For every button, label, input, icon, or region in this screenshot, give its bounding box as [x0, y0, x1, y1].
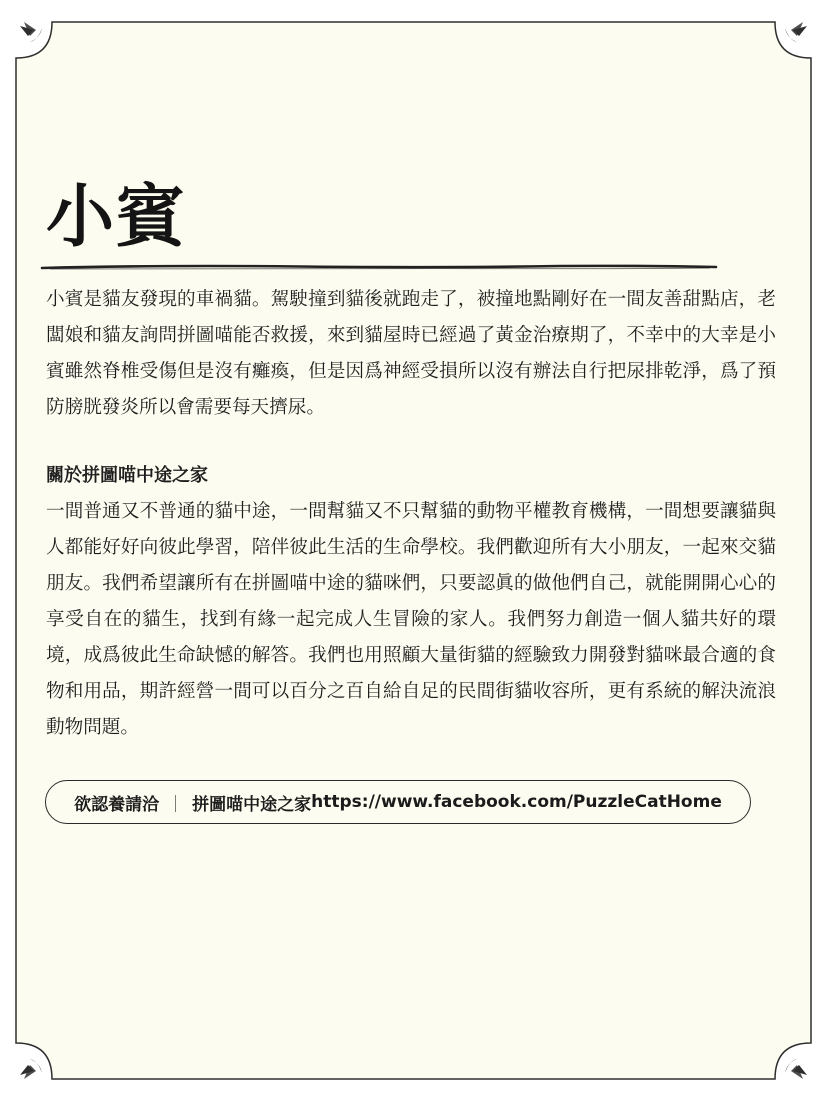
cat-story-paragraph: 小賓是貓友發現的車禍貓。駕駛撞到貓後就跑走了，被撞地點剛好在一間友善甜點店，老闆娘和貓友詢問拼圖喵能否救援，來到貓屋時已經過了黃金治療期了，不幸中的大幸是小賓雖然脊椎受傷但是沒有癱瘓，但是因爲神經受損所以沒有辦法自行把尿排乾淨，爲了預防膀胱發炎所以會需要每天擠尿。: [46, 289, 776, 418]
page-title: 小賓: [46, 178, 187, 257]
contact-separator: ｜: [167, 794, 185, 815]
title-underline: [40, 262, 720, 272]
corner-ornament-icon: [20, 1059, 42, 1079]
corner-ornament-icon: [785, 22, 807, 42]
adoption-contact-pill: [45, 780, 751, 824]
about-heading: 關於拼圖喵中途之家: [46, 465, 208, 486]
contact-url-link[interactable]: https://www.facebook.com/PuzzleCatHome: [311, 792, 722, 812]
contact-org: 拼圖喵中途之家: [192, 794, 312, 815]
about-paragraph: 一間普通又不普通的貓中途，一間幫貓又不只幫貓的動物平權教育機構，一間想要讓貓與人都能好好向彼此學習，陪伴彼此生活的生命學校。我們歡迎所有大小朋友，一起來交貓朋友。我們希望讓所有在拼圖喵中途的貓咪們，只要認眞的做他們自己，就能開開心心的享受自在的貓生，找到有緣一起完成人生冒險的家人。我們努力創造一個人貓共好的環境，成爲彼此生命缺憾的解答。我們也用照顧大量街貓的經驗致力開發對貓咪最合適的食物和用品，期許經營一間可以百分之百自給自足的民間街貓收容所，更有系統的解決流浪動物問題。: [46, 501, 776, 738]
contact-label: 欲認養請洽: [74, 794, 160, 815]
corner-ornament-icon: [785, 1059, 807, 1079]
corner-ornament-icon: [20, 22, 42, 42]
